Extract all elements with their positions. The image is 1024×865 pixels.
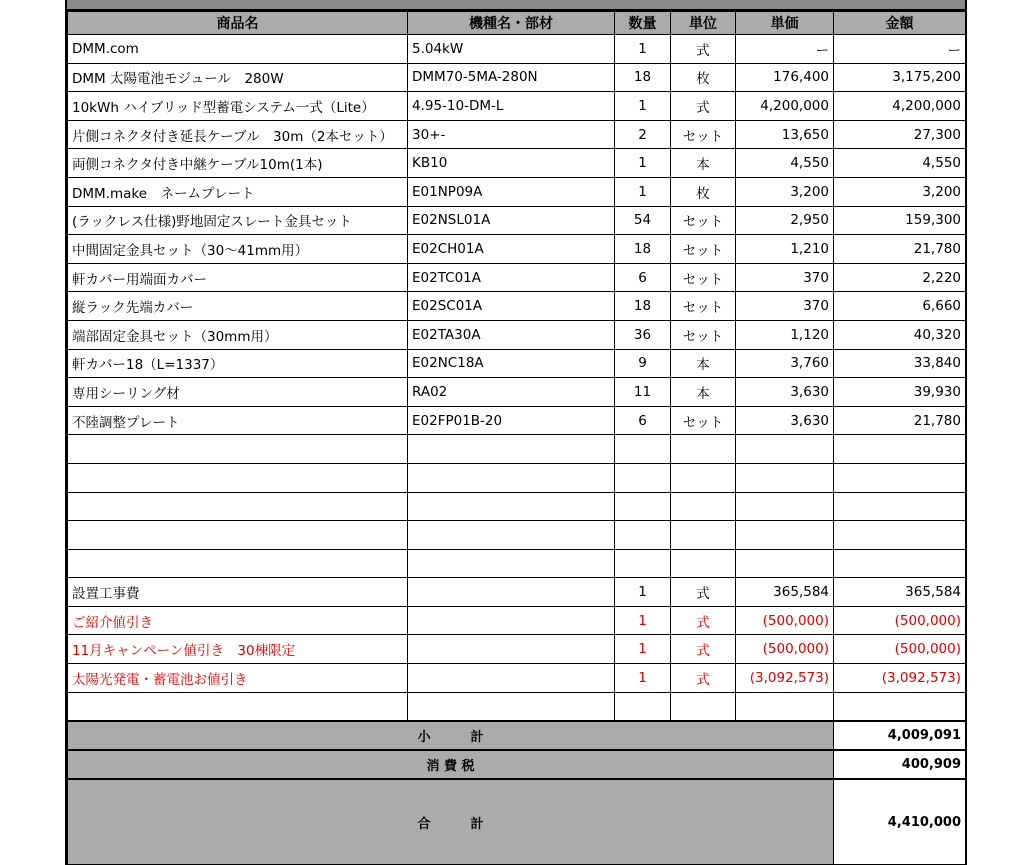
total-value: 4,410,000 bbox=[834, 779, 966, 865]
cell-unit-price bbox=[736, 549, 834, 578]
cell-model: E02SC01A bbox=[408, 292, 615, 321]
cell-quantity: 6 bbox=[615, 406, 671, 435]
cell-amount: 365,584 bbox=[834, 578, 966, 607]
cell-amount: 4,200,000 bbox=[834, 92, 966, 121]
top-band bbox=[67, 0, 965, 11]
cell-unit bbox=[671, 492, 736, 521]
cell-product-name bbox=[68, 692, 408, 721]
cell-quantity: 9 bbox=[615, 349, 671, 378]
cell-amount: 39,930 bbox=[834, 378, 966, 407]
cell-quantity: 18 bbox=[615, 63, 671, 92]
cell-amount: 3,175,200 bbox=[834, 63, 966, 92]
cell-unit-price bbox=[736, 492, 834, 521]
cell-product-name: 10kWh ハイブリッド型蓄電システム一式（Lite） bbox=[68, 92, 408, 121]
cell-amount: 21,780 bbox=[834, 235, 966, 264]
table-row bbox=[68, 320, 966, 349]
cell-unit-price: (3,092,573) bbox=[736, 664, 834, 693]
cell-model bbox=[408, 435, 615, 464]
cell-model bbox=[408, 664, 615, 693]
cell-quantity bbox=[615, 435, 671, 464]
header-quantity: 数量 bbox=[615, 12, 671, 35]
cell-quantity: 6 bbox=[615, 263, 671, 292]
table-row bbox=[68, 635, 966, 664]
cell-unit bbox=[671, 549, 736, 578]
cell-unit-price bbox=[736, 435, 834, 464]
header-row bbox=[68, 12, 966, 35]
cell-product-name: 太陽光発電・蓄電池お値引き bbox=[68, 664, 408, 693]
cell-quantity: 1 bbox=[615, 664, 671, 693]
tax-label: 消 費 税 bbox=[68, 750, 834, 779]
cell-product-name: (ラックレス仕様)野地固定スレート金具セット bbox=[68, 206, 408, 235]
header-unit-price: 単価 bbox=[736, 12, 834, 35]
cell-product-name: 端部固定金具セット（30mm用） bbox=[68, 320, 408, 349]
table-row bbox=[68, 35, 966, 64]
table-row bbox=[68, 378, 966, 407]
table-row bbox=[68, 406, 966, 435]
cell-quantity: 1 bbox=[615, 177, 671, 206]
cell-quantity: 1 bbox=[615, 606, 671, 635]
tax-row bbox=[68, 750, 966, 779]
cell-amount: 40,320 bbox=[834, 320, 966, 349]
cell-unit: 枚 bbox=[671, 177, 736, 206]
cell-model: E02TC01A bbox=[408, 263, 615, 292]
cell-amount: 33,840 bbox=[834, 349, 966, 378]
table-row bbox=[68, 606, 966, 635]
cell-amount: 159,300 bbox=[834, 206, 966, 235]
table-row bbox=[68, 692, 966, 721]
header-unit: 単位 bbox=[671, 12, 736, 35]
header-model: 機種名・部材 bbox=[408, 12, 615, 35]
cell-unit: 本 bbox=[671, 378, 736, 407]
item-list bbox=[68, 35, 966, 722]
cell-product-name bbox=[68, 521, 408, 550]
table-row bbox=[68, 435, 966, 464]
subtotal-value: 4,009,091 bbox=[834, 721, 966, 750]
cell-unit-price bbox=[736, 521, 834, 550]
cell-product-name bbox=[68, 492, 408, 521]
estimate-table bbox=[67, 11, 966, 865]
cell-unit: 枚 bbox=[671, 63, 736, 92]
tax-value: 400,909 bbox=[834, 750, 966, 779]
cell-quantity: 1 bbox=[615, 35, 671, 64]
cell-unit: セット bbox=[671, 206, 736, 235]
cell-product-name: 不陸調整プレート bbox=[68, 406, 408, 435]
cell-quantity: 2 bbox=[615, 120, 671, 149]
cell-product-name: 軒カバー用端面カバー bbox=[68, 263, 408, 292]
cell-product-name: 両側コネクタ付き中継ケーブル10m(1本) bbox=[68, 149, 408, 178]
cell-quantity: 54 bbox=[615, 206, 671, 235]
cell-model: E02NSL01A bbox=[408, 206, 615, 235]
cell-unit: 式 bbox=[671, 664, 736, 693]
subtotal-label-a: 小 bbox=[417, 730, 431, 746]
cell-unit: 式 bbox=[671, 35, 736, 64]
cell-amount: (500,000) bbox=[834, 606, 966, 635]
estimate-sheet bbox=[65, 0, 967, 865]
cell-unit: 式 bbox=[671, 92, 736, 121]
cell-amount: (500,000) bbox=[834, 635, 966, 664]
cell-unit bbox=[671, 435, 736, 464]
cell-amount bbox=[834, 521, 966, 550]
cell-amount: ー bbox=[834, 35, 966, 64]
cell-model bbox=[408, 606, 615, 635]
cell-product-name: DMM.com bbox=[68, 35, 408, 64]
cell-unit bbox=[671, 521, 736, 550]
header-product-name: 商品名 bbox=[68, 12, 408, 35]
table-row bbox=[68, 263, 966, 292]
cell-unit-price: 176,400 bbox=[736, 63, 834, 92]
table-row bbox=[68, 664, 966, 693]
cell-unit bbox=[671, 692, 736, 721]
cell-product-name bbox=[68, 463, 408, 492]
cell-amount: 3,200 bbox=[834, 177, 966, 206]
cell-product-name: DMM.make ネームプレート bbox=[68, 177, 408, 206]
cell-unit-price: ー bbox=[736, 35, 834, 64]
table-row bbox=[68, 349, 966, 378]
cell-unit: 本 bbox=[671, 149, 736, 178]
total-label bbox=[68, 779, 834, 865]
table-row bbox=[68, 149, 966, 178]
cell-model: 4.95-10-DM-L bbox=[408, 92, 615, 121]
cell-quantity: 1 bbox=[615, 635, 671, 664]
cell-model bbox=[408, 521, 615, 550]
cell-quantity bbox=[615, 549, 671, 578]
cell-unit: 式 bbox=[671, 606, 736, 635]
cell-quantity: 11 bbox=[615, 378, 671, 407]
cell-amount bbox=[834, 435, 966, 464]
cell-model: RA02 bbox=[408, 378, 615, 407]
table-row bbox=[68, 206, 966, 235]
cell-amount: 21,780 bbox=[834, 406, 966, 435]
cell-amount: 6,660 bbox=[834, 292, 966, 321]
cell-unit-price: 2,950 bbox=[736, 206, 834, 235]
cell-amount bbox=[834, 692, 966, 721]
cell-model bbox=[408, 692, 615, 721]
cell-model bbox=[408, 549, 615, 578]
total-row bbox=[68, 779, 966, 865]
cell-unit-price: 4,200,000 bbox=[736, 92, 834, 121]
cell-quantity: 18 bbox=[615, 292, 671, 321]
cell-unit bbox=[671, 463, 736, 492]
cell-unit: セット bbox=[671, 406, 736, 435]
cell-unit-price: 3,760 bbox=[736, 349, 834, 378]
cell-unit-price: 365,584 bbox=[736, 578, 834, 607]
cell-model bbox=[408, 463, 615, 492]
cell-unit: セット bbox=[671, 120, 736, 149]
table-row bbox=[68, 120, 966, 149]
cell-unit-price: 1,210 bbox=[736, 235, 834, 264]
cell-amount bbox=[834, 463, 966, 492]
cell-unit-price: 13,650 bbox=[736, 120, 834, 149]
cell-amount: 2,220 bbox=[834, 263, 966, 292]
cell-quantity bbox=[615, 521, 671, 550]
cell-unit-price: 3,200 bbox=[736, 177, 834, 206]
cell-product-name: 軒カバー18（L=1337） bbox=[68, 349, 408, 378]
cell-amount bbox=[834, 492, 966, 521]
table-row bbox=[68, 549, 966, 578]
cell-model: 30+- bbox=[408, 120, 615, 149]
subtotal-label bbox=[68, 721, 834, 750]
cell-model bbox=[408, 578, 615, 607]
cell-model: E02CH01A bbox=[408, 235, 615, 264]
cell-amount: (3,092,573) bbox=[834, 664, 966, 693]
table-row bbox=[68, 463, 966, 492]
cell-unit-price: (500,000) bbox=[736, 606, 834, 635]
cell-product-name: ご紹介値引き bbox=[68, 606, 408, 635]
cell-model: E01NP09A bbox=[408, 177, 615, 206]
cell-unit-price: 4,550 bbox=[736, 149, 834, 178]
subtotal-label-b: 計 bbox=[470, 730, 484, 746]
cell-unit: 本 bbox=[671, 349, 736, 378]
table-row bbox=[68, 235, 966, 264]
cell-model: E02NC18A bbox=[408, 349, 615, 378]
cell-unit: 式 bbox=[671, 578, 736, 607]
cell-model: E02FP01B-20 bbox=[408, 406, 615, 435]
cell-product-name: 片側コネクタ付き延長ケーブル 30m（2本セット） bbox=[68, 120, 408, 149]
cell-amount bbox=[834, 549, 966, 578]
cell-unit-price: 3,630 bbox=[736, 378, 834, 407]
cell-unit-price: 370 bbox=[736, 263, 834, 292]
cell-amount: 4,550 bbox=[834, 149, 966, 178]
table-row bbox=[68, 63, 966, 92]
cell-unit-price: (500,000) bbox=[736, 635, 834, 664]
cell-product-name: 縦ラック先端カバー bbox=[68, 292, 408, 321]
cell-quantity bbox=[615, 692, 671, 721]
cell-quantity bbox=[615, 492, 671, 521]
cell-quantity: 1 bbox=[615, 149, 671, 178]
cell-unit-price: 3,630 bbox=[736, 406, 834, 435]
cell-product-name: 11月キャンペーン値引き 30棟限定 bbox=[68, 635, 408, 664]
cell-model: DMM70-5MA-280N bbox=[408, 63, 615, 92]
cell-product-name: 中間固定金具セット（30～41mm用） bbox=[68, 235, 408, 264]
cell-unit: セット bbox=[671, 235, 736, 264]
cell-product-name: 専用シーリング材 bbox=[68, 378, 408, 407]
header-amount: 金額 bbox=[834, 12, 966, 35]
cell-product-name bbox=[68, 435, 408, 464]
cell-model: 5.04kW bbox=[408, 35, 615, 64]
cell-unit-price: 370 bbox=[736, 292, 834, 321]
cell-unit-price: 1,120 bbox=[736, 320, 834, 349]
cell-unit: セット bbox=[671, 292, 736, 321]
cell-quantity bbox=[615, 463, 671, 492]
table-row bbox=[68, 292, 966, 321]
table-row bbox=[68, 92, 966, 121]
cell-unit-price bbox=[736, 463, 834, 492]
table-row bbox=[68, 492, 966, 521]
table-row bbox=[68, 177, 966, 206]
cell-unit: セット bbox=[671, 320, 736, 349]
cell-quantity: 1 bbox=[615, 92, 671, 121]
subtotal-row bbox=[68, 721, 966, 750]
cell-product-name: DMM 太陽電池モジュール 280W bbox=[68, 63, 408, 92]
cell-quantity: 36 bbox=[615, 320, 671, 349]
cell-model bbox=[408, 492, 615, 521]
cell-model: KB10 bbox=[408, 149, 615, 178]
cell-model bbox=[408, 635, 615, 664]
cell-unit: セット bbox=[671, 263, 736, 292]
total-label-a: 合 bbox=[417, 816, 431, 832]
cell-product-name bbox=[68, 549, 408, 578]
table-row bbox=[68, 578, 966, 607]
cell-unit: 式 bbox=[671, 635, 736, 664]
table-row bbox=[68, 521, 966, 550]
cell-quantity: 18 bbox=[615, 235, 671, 264]
cell-unit-price bbox=[736, 692, 834, 721]
cell-model: E02TA30A bbox=[408, 320, 615, 349]
cell-product-name: 設置工事費 bbox=[68, 578, 408, 607]
cell-amount: 27,300 bbox=[834, 120, 966, 149]
total-label-b: 計 bbox=[470, 816, 484, 832]
cell-quantity: 1 bbox=[615, 578, 671, 607]
